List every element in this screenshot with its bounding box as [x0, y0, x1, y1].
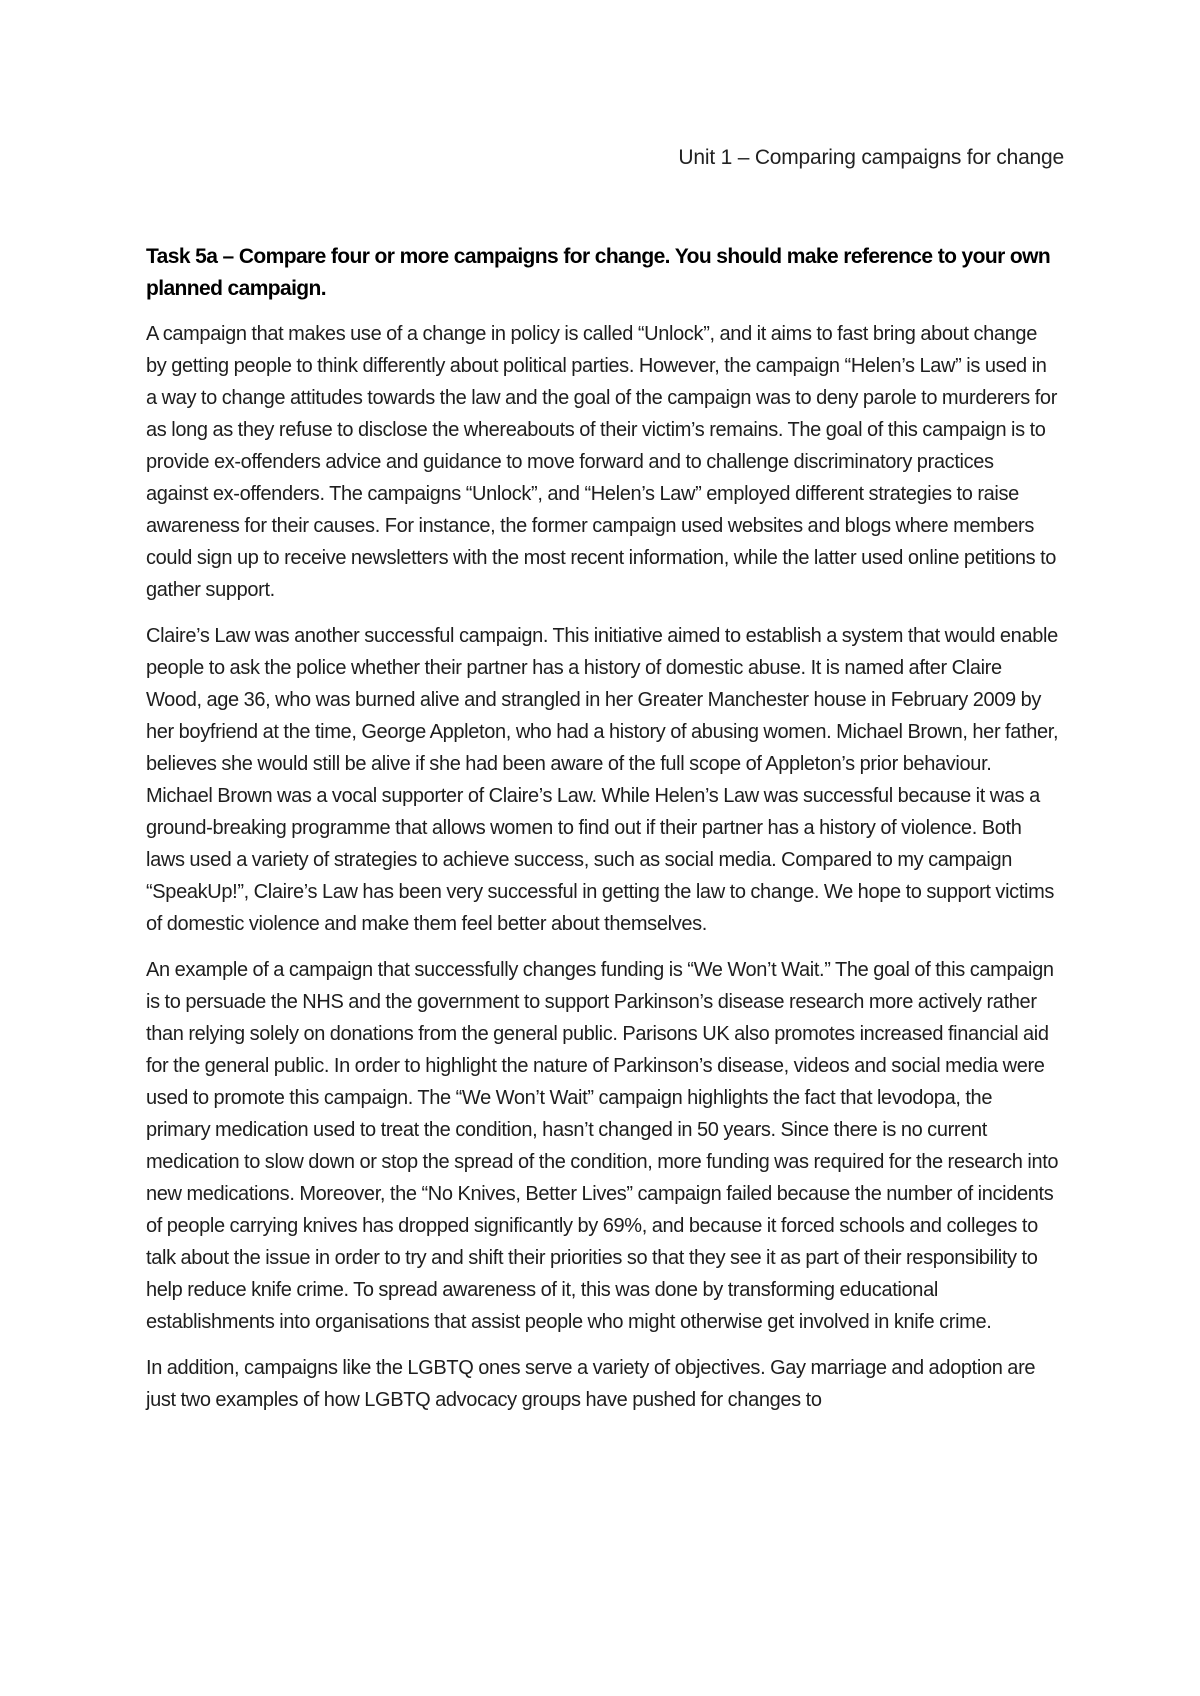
- document-body: [146, 241, 1060, 1430]
- task-heading: Task 5a – Compare four or more campaigns for change. You should make reference to your own planned campaign.: [146, 245, 1051, 300]
- paragraph-lgbtq: In addition, campaigns like the LGBTQ ones serve a variety of objectives. Gay marriage and adoption are just two examples of how LGBTQ advocacy groups have pushed for changes to: [146, 1357, 1036, 1411]
- running-header: Unit 1 – Comparing campaigns for change: [678, 146, 1064, 169]
- paragraph-unlock-helens-law: A campaign that makes use of a change in policy is called “Unlock”, and it aims to fast bring about change by getting people to think differently about political parties. However, the campaign “Helen’s Law” is used in a way to change attitudes towards the law and the goal of the campaign was to deny parole to murderers for as long as they refuse to disclose the whereabouts of their victim’s remains. The goal of this campaign is to provide ex-offenders advice and guidance to move forward and to challenge discriminatory practices against ex-offenders. The campaigns “Unlock”, and “Helen’s Law” employed different strategies to raise awareness for their causes. For instance, the former campaign used websites and blogs where members could sign up to receive newsletters with the most recent information, while the latter used online petitions to gather support.: [146, 323, 1058, 601]
- paragraph-we-wont-wait: An example of a campaign that successfully changes funding is “We Won’t Wait.” The goal of this campaign is to persuade the NHS and the government to support Parkinson’s disease research more actively rather than relying solely on donations from the general public. Parisons UK also promotes increased financial aid for the general public. In order to highlight the nature of Parkinson’s disease, videos and social media were used to promote this campaign. The “We Won’t Wait” campaign highlights the fact that levodopa, the primary medication used to treat the condition, hasn’t changed in 50 years. Since there is no current medication to slow down or stop the spread of the condition, more funding was required for the research into new medications. Moreover, the “No Knives, Better Lives” campaign failed because the number of incidents of people carrying knives has dropped significantly by 69%, and because it forced schools and colleges to talk about the issue in order to try and shift their priorities so that they see it as part of their responsibility to help reduce knife crime. To spread awareness of it, this was done by transforming educational establishments into organisations that assist people who might otherwise get involved in knife crime.: [146, 959, 1059, 1333]
- paragraph-claires-law: Claire’s Law was another successful campaign. This initiative aimed to establish a system that would enable people to ask the police whether their partner has a history of domestic abuse. It is named after Claire Wood, age 36, who was burned alive and strangled in her Greater Manchester house in February 2009 by her boyfriend at the time, George Appleton, who had a history of abusing women. Michael Brown, her father, believes she would still be alive if she had been aware of the full scope of Appleton’s prior behaviour. Michael Brown was a vocal supporter of Claire’s Law. While Helen’s Law was successful because it was a ground-breaking programme that allows women to find out if their partner has a history of violence. Both laws used a variety of strategies to achieve success, such as social media. Compared to my campaign “SpeakUp!”, Claire’s Law has been very successful in getting the law to change. We hope to support victims of domestic violence and make them feel better about themselves.: [146, 625, 1059, 935]
